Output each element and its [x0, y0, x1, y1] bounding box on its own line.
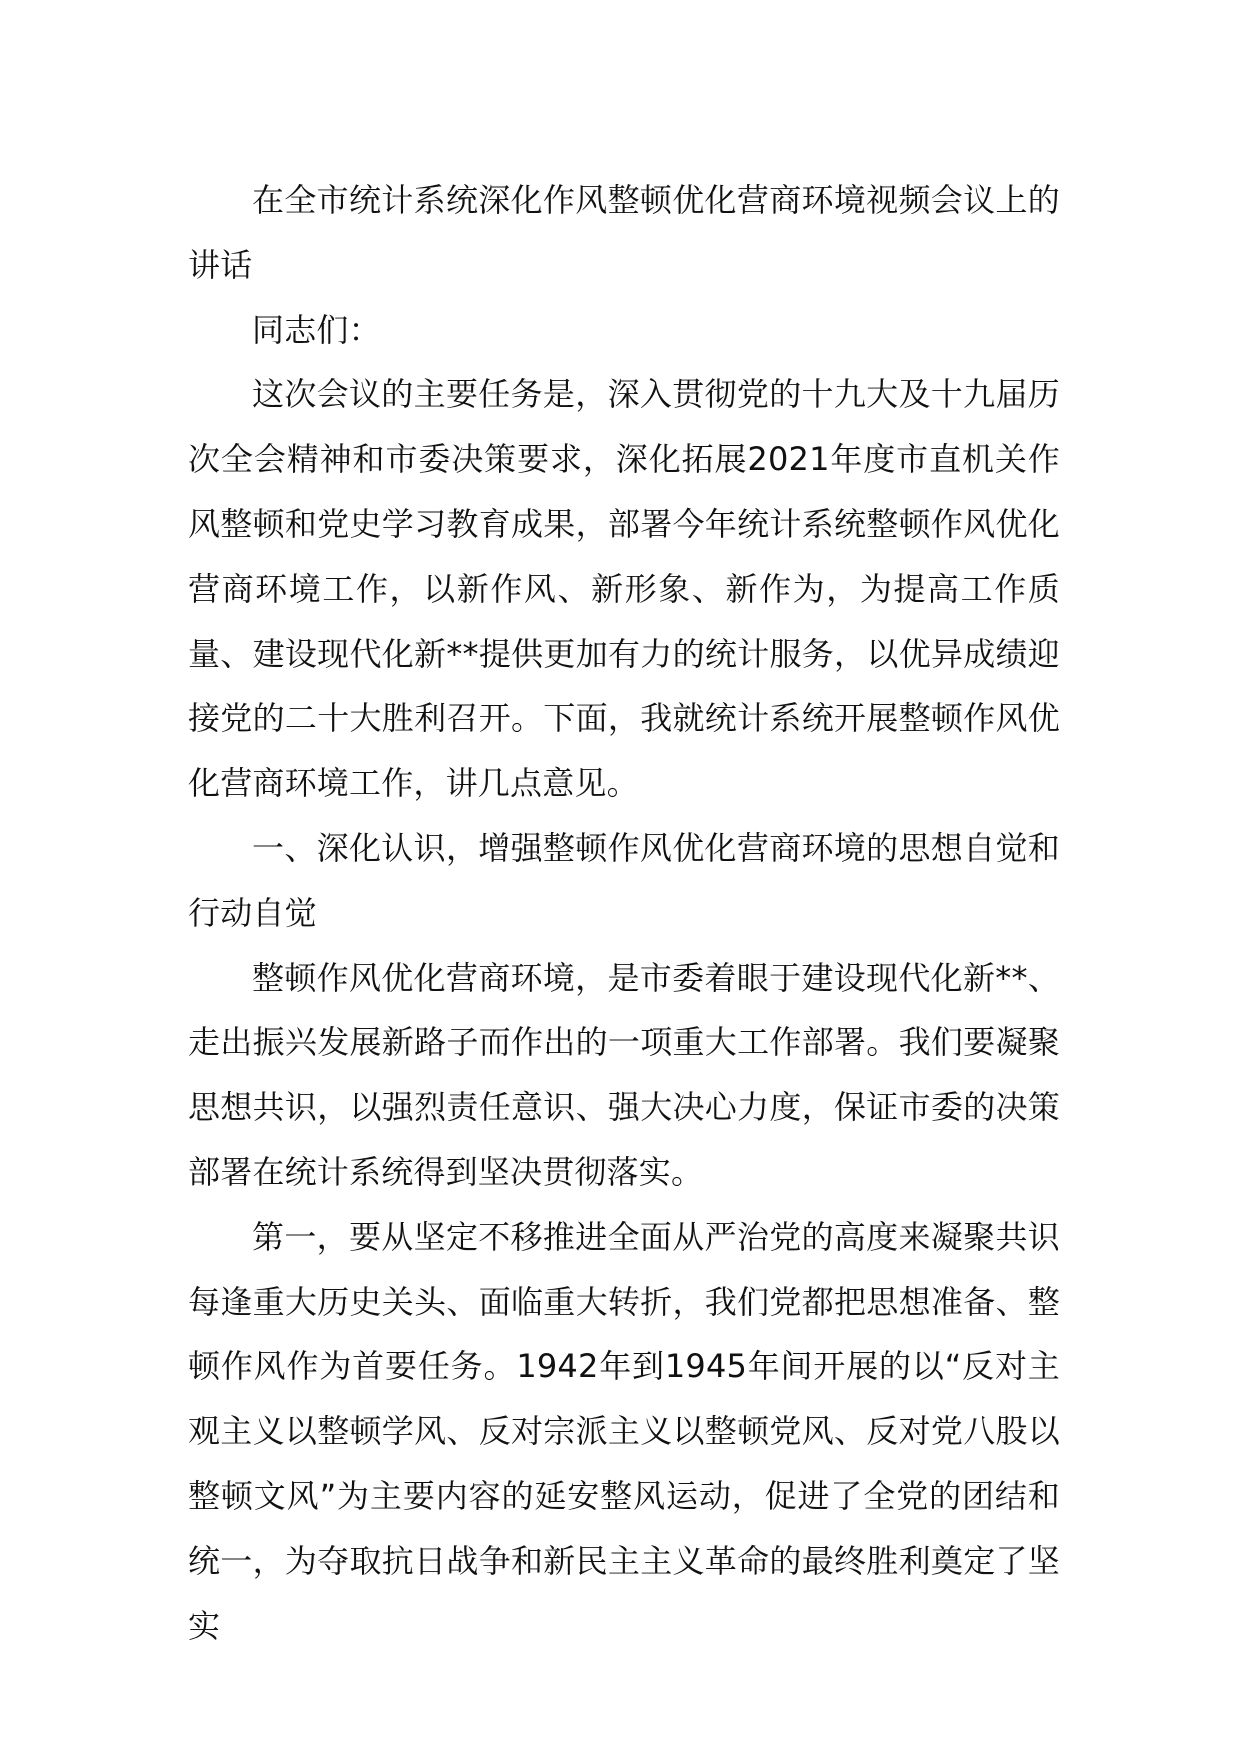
- section-heading-1: 一、深化认识，增强整顿作风优化营商环境的思想自觉和行动自觉: [188, 828, 1060, 932]
- body-paragraph: 第一，要从坚定不移推进全面从严治党的高度来凝聚共识每逢重大历史关头、面临重大转折，我们党都把思想准备、整顿作风作为首要任务。1942年到1945年间开展的以“反对主观主义以整顿学风、反对宗派主义以整顿党风、反对党八股以整顿文风”为主要内容的延安整风运动，促进了全党的团结和统一，为夺取抗日战争和新民主主义革命的最终胜利奠定了坚实: [188, 1217, 1060, 1645]
- document-title: 在全市统计系统深化作风整顿优化营商环境视频会议上的讲话: [188, 181, 1060, 284]
- document-body: [188, 168, 1060, 1658]
- body-paragraph: 整顿作风优化营商环境，是市委着眼于建设现代化新**、走出振兴发展新路子而作出的一项重大工作部署。我们要凝聚思想共识，以强烈责任意识、强大决心力度，保证市委的决策部署在统计系统得到坚决贯彻落实。: [188, 958, 1060, 1191]
- salutation: 同志们：: [252, 310, 381, 349]
- intro-paragraph: 这次会议的主要任务是，深入贯彻党的十九大及十九届历次全会精神和市委决策要求，深化拓展2021年度市直机关作风整顿和党史学习教育成果，部署今年统计系统整顿作风优化营商环境工作，以新作风、新形象、新作为，为提高工作质量、建设现代化新**提供更加有力的统计服务，以优异成绩迎接党的二十大胜利召开。下面，我就统计系统开展整顿作风优化营商环境工作，讲几点意见。: [188, 375, 1060, 803]
